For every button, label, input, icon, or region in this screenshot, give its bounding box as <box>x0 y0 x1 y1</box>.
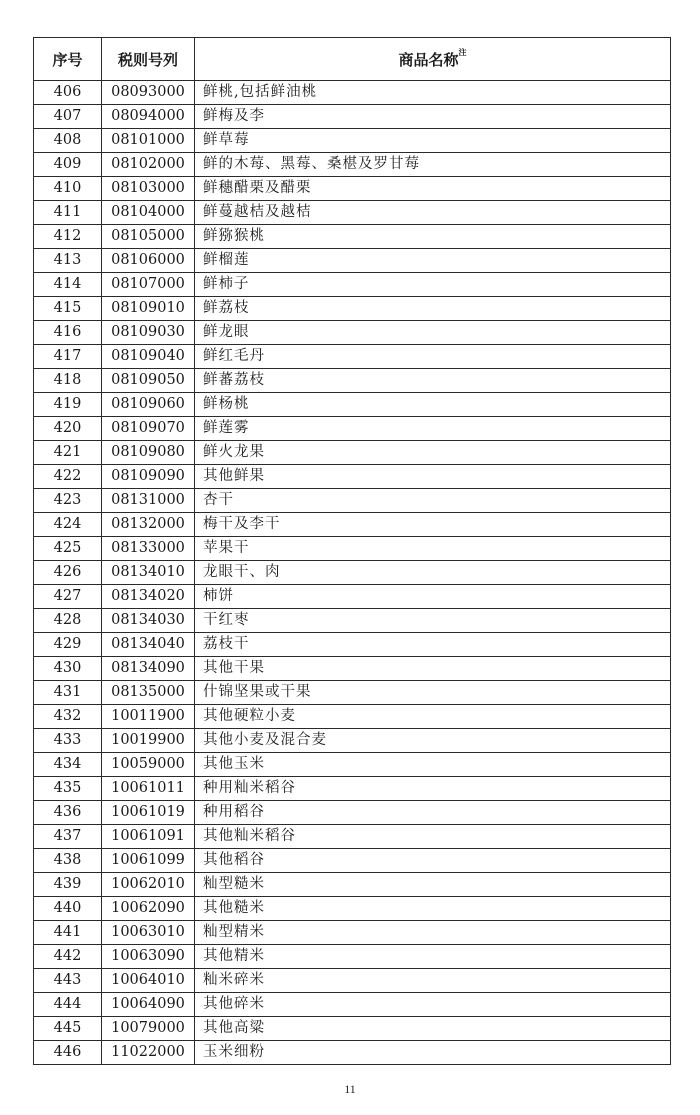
table-row <box>34 81 671 105</box>
row-code-cell: 08103000 <box>102 177 195 201</box>
table-row <box>34 801 671 825</box>
table-row <box>34 441 671 465</box>
row-name-cell: 梅干及李干 <box>195 513 671 537</box>
row-seq-cell: 430 <box>34 657 102 681</box>
table-row <box>34 705 671 729</box>
table-row <box>34 825 671 849</box>
table-row <box>34 849 671 873</box>
row-seq-cell: 445 <box>34 1017 102 1041</box>
table-row <box>34 633 671 657</box>
row-name-cell: 鲜猕猴桃 <box>195 225 671 249</box>
row-code-cell: 08134030 <box>102 609 195 633</box>
row-code-cell: 10062090 <box>102 897 195 921</box>
table-row <box>34 897 671 921</box>
row-seq-cell: 414 <box>34 273 102 297</box>
table-row <box>34 873 671 897</box>
table-row <box>34 465 671 489</box>
row-code-cell: 10062010 <box>102 873 195 897</box>
row-seq-cell: 424 <box>34 513 102 537</box>
table-row <box>34 489 671 513</box>
row-seq-cell: 429 <box>34 633 102 657</box>
row-code-cell: 08109070 <box>102 417 195 441</box>
row-seq-cell: 407 <box>34 105 102 129</box>
row-code-cell: 10063010 <box>102 921 195 945</box>
row-name-cell: 其他糙米 <box>195 897 671 921</box>
row-name-cell: 种用籼米稻谷 <box>195 777 671 801</box>
header-name <box>195 38 671 81</box>
row-name-cell: 干红枣 <box>195 609 671 633</box>
row-name-cell: 种用稻谷 <box>195 801 671 825</box>
row-name-cell: 鲜的木莓、黑莓、桑椹及罗甘莓 <box>195 153 671 177</box>
row-code-cell: 10063090 <box>102 945 195 969</box>
row-code-cell: 10064090 <box>102 993 195 1017</box>
table-row <box>34 993 671 1017</box>
row-seq-cell: 434 <box>34 753 102 777</box>
row-code-cell: 08102000 <box>102 153 195 177</box>
row-code-cell: 08109050 <box>102 369 195 393</box>
row-code-cell: 08134010 <box>102 561 195 585</box>
table-row <box>34 777 671 801</box>
header-seq: 序号 <box>34 38 102 81</box>
row-name-cell: 鲜桃,包括鲜油桃 <box>195 81 671 105</box>
table-row <box>34 249 671 273</box>
row-seq-cell: 419 <box>34 393 102 417</box>
row-seq-cell: 418 <box>34 369 102 393</box>
table-row <box>34 129 671 153</box>
row-seq-cell: 438 <box>34 849 102 873</box>
row-code-cell: 08101000 <box>102 129 195 153</box>
row-seq-cell: 413 <box>34 249 102 273</box>
row-code-cell: 10064010 <box>102 969 195 993</box>
table-row <box>34 225 671 249</box>
table-row <box>34 609 671 633</box>
row-code-cell: 10061011 <box>102 777 195 801</box>
row-seq-cell: 432 <box>34 705 102 729</box>
row-name-cell: 籼型精米 <box>195 921 671 945</box>
row-name-cell: 鲜蕃荔枝 <box>195 369 671 393</box>
row-seq-cell: 422 <box>34 465 102 489</box>
row-seq-cell: 436 <box>34 801 102 825</box>
row-code-cell: 08131000 <box>102 489 195 513</box>
row-seq-cell: 427 <box>34 585 102 609</box>
row-code-cell: 08133000 <box>102 537 195 561</box>
row-name-cell: 其他籼米稻谷 <box>195 825 671 849</box>
row-seq-cell: 420 <box>34 417 102 441</box>
row-code-cell: 08109080 <box>102 441 195 465</box>
row-name-cell: 其他玉米 <box>195 753 671 777</box>
row-code-cell: 08093000 <box>102 81 195 105</box>
row-code-cell: 08104000 <box>102 201 195 225</box>
table-row <box>34 321 671 345</box>
table-row <box>34 369 671 393</box>
tariff-table-container <box>33 37 670 1065</box>
row-seq-cell: 441 <box>34 921 102 945</box>
row-seq-cell: 408 <box>34 129 102 153</box>
row-code-cell: 08134090 <box>102 657 195 681</box>
row-name-cell: 鲜榴莲 <box>195 249 671 273</box>
row-seq-cell: 423 <box>34 489 102 513</box>
row-name-cell: 鲜柿子 <box>195 273 671 297</box>
row-seq-cell: 428 <box>34 609 102 633</box>
row-name-cell: 其他精米 <box>195 945 671 969</box>
table-row <box>34 1041 671 1065</box>
table-row <box>34 393 671 417</box>
row-seq-cell: 433 <box>34 729 102 753</box>
row-seq-cell: 437 <box>34 825 102 849</box>
row-code-cell: 10061019 <box>102 801 195 825</box>
row-code-cell: 10011900 <box>102 705 195 729</box>
row-name-cell: 龙眼干、肉 <box>195 561 671 585</box>
table-header-row <box>34 38 671 81</box>
row-name-cell: 其他稻谷 <box>195 849 671 873</box>
row-name-cell: 鲜梅及李 <box>195 105 671 129</box>
table-row <box>34 153 671 177</box>
table-row <box>34 201 671 225</box>
row-name-cell: 其他干果 <box>195 657 671 681</box>
row-code-cell: 10059000 <box>102 753 195 777</box>
row-name-cell: 荔枝干 <box>195 633 671 657</box>
row-seq-cell: 431 <box>34 681 102 705</box>
row-name-cell: 苹果干 <box>195 537 671 561</box>
table-row <box>34 657 671 681</box>
row-seq-cell: 439 <box>34 873 102 897</box>
header-code: 税则号列 <box>102 38 195 81</box>
table-row <box>34 513 671 537</box>
row-seq-cell: 411 <box>34 201 102 225</box>
table-row <box>34 969 671 993</box>
row-seq-cell: 416 <box>34 321 102 345</box>
header-name-label: 商品名称 <box>398 50 459 69</box>
row-seq-cell: 435 <box>34 777 102 801</box>
row-code-cell: 08107000 <box>102 273 195 297</box>
table-row <box>34 681 671 705</box>
table-row <box>34 297 671 321</box>
row-seq-cell: 406 <box>34 81 102 105</box>
row-code-cell: 08132000 <box>102 513 195 537</box>
table-row <box>34 537 671 561</box>
row-name-cell: 鲜草莓 <box>195 129 671 153</box>
table-row <box>34 585 671 609</box>
row-name-cell: 鲜穗醋栗及醋栗 <box>195 177 671 201</box>
row-seq-cell: 415 <box>34 297 102 321</box>
row-seq-cell: 425 <box>34 537 102 561</box>
tariff-table <box>33 37 671 1065</box>
row-seq-cell: 410 <box>34 177 102 201</box>
row-seq-cell: 409 <box>34 153 102 177</box>
row-code-cell: 08134020 <box>102 585 195 609</box>
row-code-cell: 10079000 <box>102 1017 195 1041</box>
row-name-cell: 杏干 <box>195 489 671 513</box>
header-name-note: 注 <box>458 47 467 57</box>
row-code-cell: 08109060 <box>102 393 195 417</box>
row-name-cell: 鲜火龙果 <box>195 441 671 465</box>
table-row <box>34 105 671 129</box>
row-name-cell: 柿饼 <box>195 585 671 609</box>
row-name-cell: 其他高粱 <box>195 1017 671 1041</box>
table-row <box>34 945 671 969</box>
row-code-cell: 10061099 <box>102 849 195 873</box>
table-row <box>34 177 671 201</box>
table-row <box>34 1017 671 1041</box>
row-name-cell: 其他小麦及混合麦 <box>195 729 671 753</box>
table-row <box>34 729 671 753</box>
table-row <box>34 753 671 777</box>
row-seq-cell: 440 <box>34 897 102 921</box>
row-seq-cell: 417 <box>34 345 102 369</box>
row-name-cell: 玉米细粉 <box>195 1041 671 1065</box>
table-row <box>34 561 671 585</box>
table-row <box>34 345 671 369</box>
row-name-cell: 鲜莲雾 <box>195 417 671 441</box>
row-code-cell: 08109090 <box>102 465 195 489</box>
row-seq-cell: 443 <box>34 969 102 993</box>
row-seq-cell: 421 <box>34 441 102 465</box>
row-code-cell: 08109030 <box>102 321 195 345</box>
row-seq-cell: 426 <box>34 561 102 585</box>
row-seq-cell: 446 <box>34 1041 102 1065</box>
row-name-cell: 其他鲜果 <box>195 465 671 489</box>
row-name-cell: 其他硬粒小麦 <box>195 705 671 729</box>
page-number: 11 <box>344 1082 356 1096</box>
row-name-cell: 鲜蔓越桔及越桔 <box>195 201 671 225</box>
row-name-cell: 鲜荔枝 <box>195 297 671 321</box>
row-code-cell: 08109010 <box>102 297 195 321</box>
row-name-cell: 籼型糙米 <box>195 873 671 897</box>
row-code-cell: 08134040 <box>102 633 195 657</box>
table-row <box>34 273 671 297</box>
row-name-cell: 鲜红毛丹 <box>195 345 671 369</box>
row-code-cell: 08105000 <box>102 225 195 249</box>
row-code-cell: 10019900 <box>102 729 195 753</box>
row-name-cell: 鲜杨桃 <box>195 393 671 417</box>
row-seq-cell: 444 <box>34 993 102 1017</box>
row-code-cell: 11022000 <box>102 1041 195 1065</box>
table-row <box>34 921 671 945</box>
row-code-cell: 08106000 <box>102 249 195 273</box>
row-code-cell: 10061091 <box>102 825 195 849</box>
table-row <box>34 417 671 441</box>
row-code-cell: 08109040 <box>102 345 195 369</box>
row-code-cell: 08094000 <box>102 105 195 129</box>
row-name-cell: 籼米碎米 <box>195 969 671 993</box>
row-name-cell: 其他碎米 <box>195 993 671 1017</box>
row-seq-cell: 412 <box>34 225 102 249</box>
row-name-cell: 什锦坚果或干果 <box>195 681 671 705</box>
row-code-cell: 08135000 <box>102 681 195 705</box>
row-seq-cell: 442 <box>34 945 102 969</box>
row-name-cell: 鲜龙眼 <box>195 321 671 345</box>
